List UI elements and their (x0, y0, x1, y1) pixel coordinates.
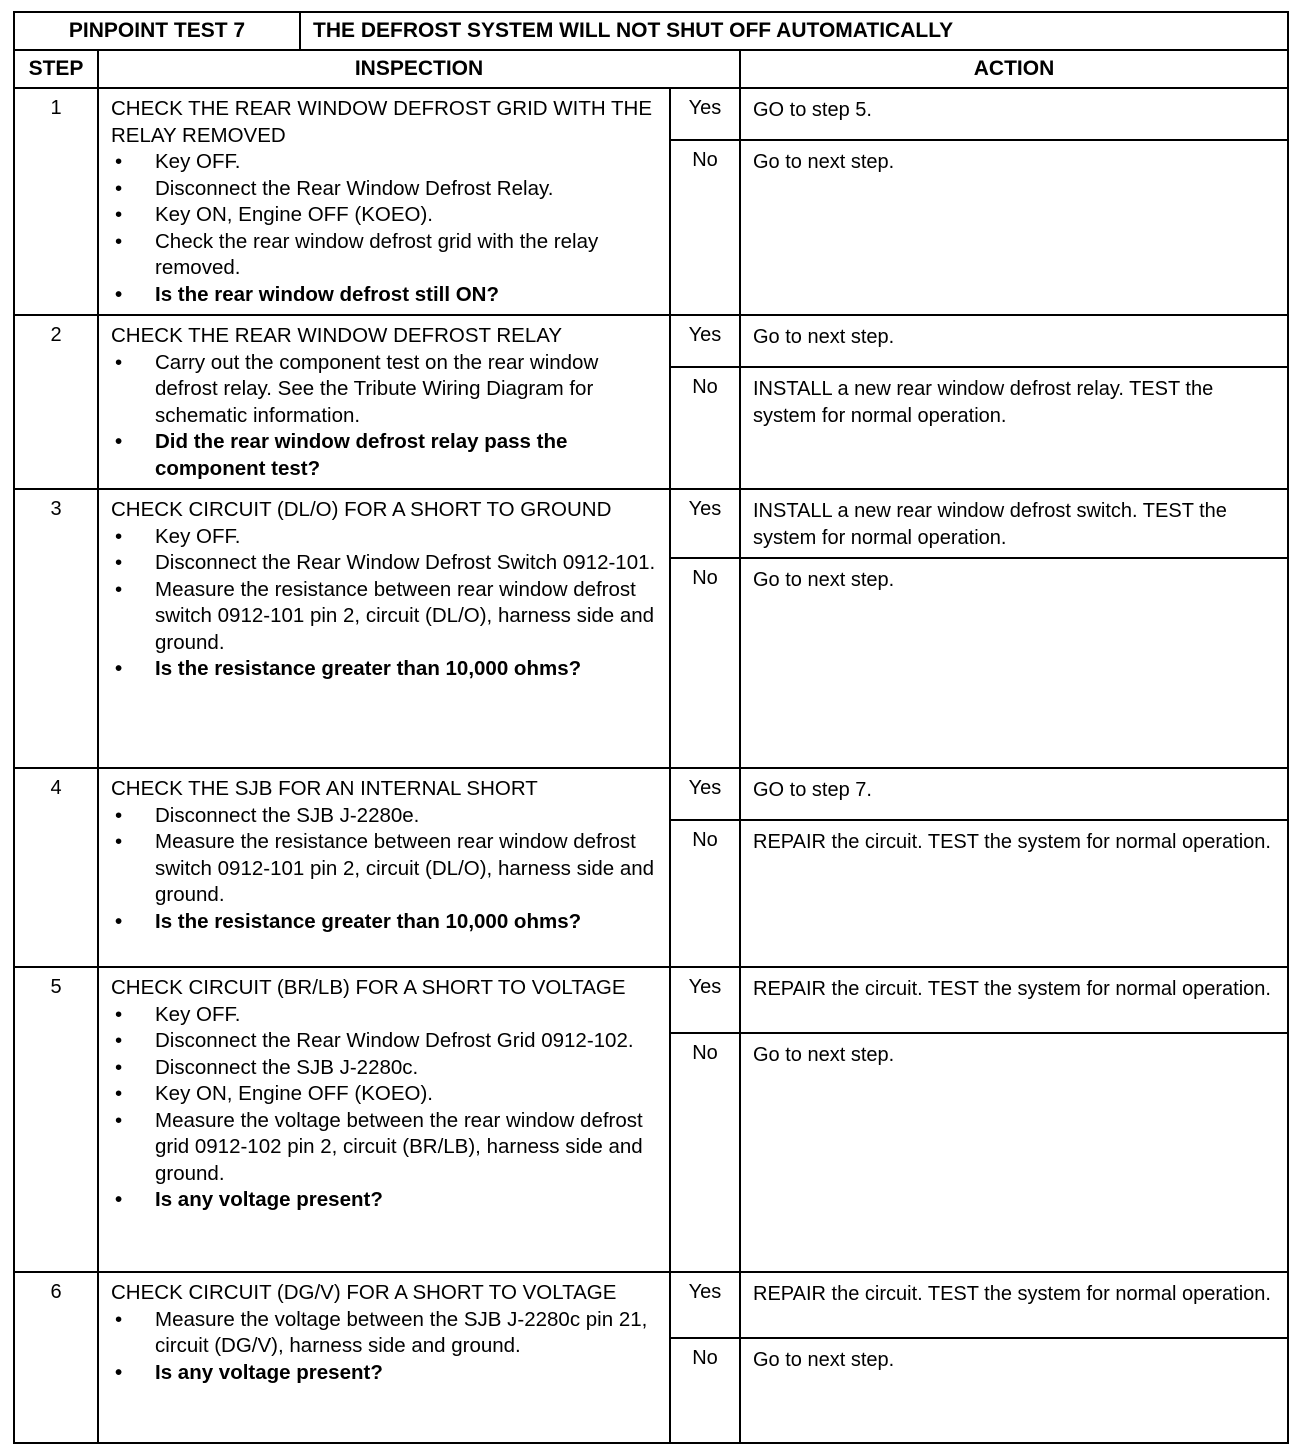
step-items (111, 1307, 659, 1387)
step-title: CHECK CIRCUIT (DG/V) FOR A SHORT TO VOLTAGE (111, 1281, 617, 1304)
test-header-row (14, 12, 1288, 50)
step-title: CHECK THE REAR WINDOW DEFROST GRID WITH THE RELAY REMOVED (111, 97, 652, 147)
yes-label: Yes (670, 88, 740, 140)
step-item: • Disconnect the Rear Window Defrost Grid 0912-102. (111, 1028, 659, 1055)
no-action: INSTALL a new rear window defrost relay. TEST the system for normal operation. (740, 367, 1288, 489)
yes-label: Yes (670, 315, 740, 367)
step-row-6 (14, 1272, 1288, 1338)
step-question: • Is the rear window defrost still ON? (111, 282, 659, 309)
step-row-5 (14, 967, 1288, 1033)
test-label: PINPOINT TEST 7 (15, 13, 300, 49)
yes-label: Yes (670, 967, 740, 1033)
no-label: No (670, 558, 740, 768)
step-question: • Is any voltage present? (111, 1187, 659, 1214)
step-row-4 (14, 768, 1288, 820)
no-action: Go to next step. (740, 1338, 1288, 1443)
step-question: • Is the resistance greater than 10,000 ohms? (111, 909, 659, 936)
step-question: • Is any voltage present? (111, 1360, 659, 1387)
no-action: Go to next step. (740, 140, 1288, 315)
yes-label: Yes (670, 1272, 740, 1338)
pinpoint-test-table (13, 11, 1289, 1444)
step-title: CHECK CIRCUIT (BR/LB) FOR A SHORT TO VOLTAGE (111, 976, 626, 999)
column-header-step: STEP (14, 50, 98, 88)
yes-label: Yes (670, 768, 740, 820)
pinpoint-test-page (13, 11, 1287, 1444)
step-number: 5 (14, 967, 98, 1272)
step-items (111, 803, 659, 936)
yes-action: REPAIR the circuit. TEST the system for normal operation. (740, 1272, 1288, 1338)
no-action: Go to next step. (740, 1033, 1288, 1272)
step-number: 2 (14, 315, 98, 489)
step-item: • Disconnect the Rear Window Defrost Switch 0912-101. (111, 550, 659, 577)
yes-label: Yes (670, 489, 740, 558)
step-item: • Key OFF. (111, 149, 659, 176)
step-number: 6 (14, 1272, 98, 1443)
yes-action: GO to step 7. (740, 768, 1288, 820)
test-title: THE DEFROST SYSTEM WILL NOT SHUT OFF AUTOMATICALLY (313, 19, 954, 42)
no-label: No (670, 1338, 740, 1443)
step-inspection (98, 768, 670, 967)
step-title: CHECK CIRCUIT (DL/O) FOR A SHORT TO GROUND (111, 498, 612, 521)
step-item: • Key OFF. (111, 1002, 659, 1029)
step-items (111, 149, 659, 308)
yes-action: REPAIR the circuit. TEST the system for normal operation. (740, 967, 1288, 1033)
no-action: Go to next step. (740, 558, 1288, 768)
no-label: No (670, 367, 740, 489)
step-row-3 (14, 489, 1288, 558)
step-number: 1 (14, 88, 98, 315)
step-item: • Key ON, Engine OFF (KOEO). (111, 1081, 659, 1108)
step-item: • Disconnect the SJB J-2280c. (111, 1055, 659, 1082)
step-inspection (98, 1272, 670, 1443)
step-item: • Key ON, Engine OFF (KOEO). (111, 202, 659, 229)
step-item: • Measure the voltage between the rear window defrost grid 0912-102 pin 2, circuit (BR/LB), harness side and ground. (111, 1108, 659, 1188)
step-items (111, 350, 659, 483)
yes-action: INSTALL a new rear window defrost switch. TEST the system for normal operation. (740, 489, 1288, 558)
step-row-1 (14, 88, 1288, 140)
yes-action: GO to step 5. (740, 88, 1288, 140)
step-inspection (98, 967, 670, 1272)
step-question: • Did the rear window defrost relay pass the component test? (111, 429, 659, 482)
step-inspection (98, 489, 670, 768)
step-inspection (98, 315, 670, 489)
step-row-2 (14, 315, 1288, 367)
step-title: CHECK THE SJB FOR AN INTERNAL SHORT (111, 777, 538, 800)
step-item: • Disconnect the SJB J-2280e. (111, 803, 659, 830)
yes-action: Go to next step. (740, 315, 1288, 367)
step-title: CHECK THE REAR WINDOW DEFROST RELAY (111, 324, 563, 347)
step-number: 3 (14, 489, 98, 768)
step-number: 4 (14, 768, 98, 967)
step-item: • Measure the resistance between rear window defrost switch 0912-101 pin 2, circuit (DL/O), harness side and ground. (111, 829, 659, 909)
column-header-row (14, 50, 1288, 88)
step-question: • Is the resistance greater than 10,000 ohms? (111, 656, 659, 683)
step-item: • Measure the resistance between rear window defrost switch 0912-101 pin 2, circuit (DL/O), harness side and ground. (111, 577, 659, 657)
step-items (111, 1002, 659, 1214)
no-action: REPAIR the circuit. TEST the system for normal operation. (740, 820, 1288, 967)
step-items (111, 524, 659, 683)
no-label: No (670, 820, 740, 967)
step-inspection (98, 88, 670, 315)
step-item: • Check the rear window defrost grid with the relay removed. (111, 229, 659, 282)
column-header-inspection: INSPECTION (98, 50, 740, 88)
no-label: No (670, 140, 740, 315)
step-item: • Measure the voltage between the SJB J-2280c pin 21, circuit (DG/V), harness side and ground. (111, 1307, 659, 1360)
step-item: • Carry out the component test on the rear window defrost relay. See the Tribute Wiring Diagram for schematic information. (111, 350, 659, 430)
step-item: • Key OFF. (111, 524, 659, 551)
column-header-action: ACTION (740, 50, 1288, 88)
step-item: • Disconnect the Rear Window Defrost Relay. (111, 176, 659, 203)
no-label: No (670, 1033, 740, 1272)
